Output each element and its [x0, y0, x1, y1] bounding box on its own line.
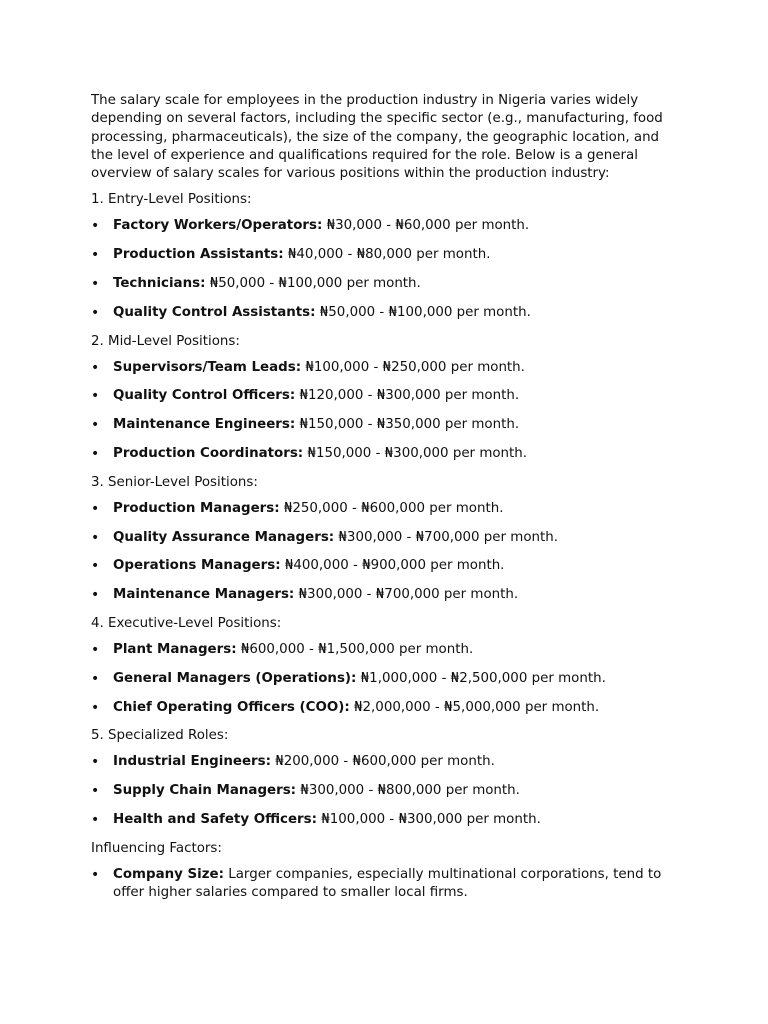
salary-list — [91, 500, 681, 604]
role-title: Technicians: — [113, 276, 206, 292]
list-item — [91, 557, 681, 575]
list-item — [91, 500, 681, 518]
factor-description: Larger companies, especially multinational corporations, tend to offer higher salaries compared to smaller local firms. — [113, 866, 662, 900]
role-title: Industrial Engineers: — [113, 754, 271, 770]
bullet-icon: • — [91, 670, 100, 687]
salary-list — [91, 217, 681, 321]
role-title: General Managers (Operations): — [113, 670, 357, 686]
role-title: Maintenance Managers: — [113, 587, 295, 603]
bullet-icon: • — [91, 558, 100, 575]
section-heading: 4. Executive-Level Positions: — [91, 616, 282, 632]
role-title: Supervisors/Team Leads: — [113, 359, 302, 375]
bullet-icon: • — [91, 500, 100, 517]
list-item — [91, 586, 681, 604]
salary-range: ₦1,000,000 - ₦2,500,000 per month. — [356, 670, 606, 686]
role-title: Quality Control Assistants: — [113, 304, 316, 320]
list-item — [91, 359, 681, 377]
section-heading: 5. Specialized Roles: — [91, 728, 229, 744]
list-item — [91, 416, 681, 434]
salary-range: ₦300,000 - ₦800,000 per month. — [296, 783, 520, 799]
list-item — [91, 641, 681, 659]
bullet-icon: • — [91, 359, 100, 376]
role-title: Quality Control Officers: — [113, 388, 296, 404]
salary-range: ₦250,000 - ₦600,000 per month. — [279, 500, 504, 516]
salary-range: ₦100,000 - ₦300,000 per month. — [316, 812, 541, 828]
salary-range: ₦30,000 - ₦60,000 per month. — [322, 218, 530, 234]
salary-range: ₦150,000 - ₦350,000 per month. — [295, 417, 520, 433]
bullet-icon: • — [91, 218, 100, 235]
bullet-icon: • — [91, 642, 100, 659]
salary-range: ₦300,000 - ₦700,000 per month. — [334, 529, 559, 545]
list-item — [91, 529, 681, 547]
factor-list — [91, 866, 681, 902]
list-item — [91, 670, 681, 688]
intro-paragraph: The salary scale for employees in the production industry in Nigeria varies widely depending on several factors, including the specific sector (e.g., manufacturing, food processing, pharmaceuticals), the size of the company, the geographic location, and the level of experience and qualifications required for the role. Below is a general overview of salary scales for various positions within the production industry: — [91, 93, 663, 182]
document-body — [91, 92, 681, 913]
salary-range: ₦200,000 - ₦600,000 per month. — [270, 754, 495, 770]
salary-range: ₦50,000 - ₦100,000 per month. — [315, 304, 531, 320]
role-title: Chief Operating Officers (COO): — [113, 699, 350, 715]
salary-range: ₦300,000 - ₦700,000 per month. — [294, 587, 519, 603]
salary-list — [91, 641, 681, 717]
bullet-icon: • — [91, 304, 100, 321]
salary-range: ₦600,000 - ₦1,500,000 per month. — [236, 642, 474, 658]
list-item — [91, 445, 681, 463]
list-item — [91, 246, 681, 264]
list-item — [91, 275, 681, 293]
bullet-icon: • — [91, 446, 100, 463]
bullet-icon: • — [91, 529, 100, 546]
salary-range: ₦50,000 - ₦100,000 per month. — [205, 276, 421, 292]
role-title: Health and Safety Officers: — [113, 812, 317, 828]
list-item — [91, 304, 681, 322]
role-title: Maintenance Engineers: — [113, 417, 296, 433]
salary-list — [91, 359, 681, 463]
list-item — [91, 811, 681, 829]
role-title: Production Assistants: — [113, 247, 284, 263]
bullet-icon: • — [91, 276, 100, 293]
section-heading: 1. Entry-Level Positions: — [91, 192, 252, 208]
section-heading: 2. Mid-Level Positions: — [91, 333, 240, 349]
factor-title: Company Size: — [113, 866, 224, 882]
list-item — [91, 217, 681, 235]
bullet-icon: • — [91, 783, 100, 800]
list-item — [91, 387, 681, 405]
list-item — [91, 866, 681, 902]
section-heading: 3. Senior-Level Positions: — [91, 474, 258, 490]
salary-list — [91, 753, 681, 829]
list-item — [91, 699, 681, 717]
salary-range: ₦120,000 - ₦300,000 per month. — [295, 388, 520, 404]
role-title: Plant Managers: — [113, 642, 237, 658]
bullet-icon: • — [91, 754, 100, 771]
list-item — [91, 782, 681, 800]
role-title: Production Managers: — [113, 500, 280, 516]
bullet-icon: • — [91, 247, 100, 264]
salary-range: ₦100,000 - ₦250,000 per month. — [301, 359, 525, 375]
bullet-icon: • — [91, 699, 100, 716]
role-title: Supply Chain Managers: — [113, 783, 297, 799]
salary-range: ₦2,000,000 - ₦5,000,000 per month. — [349, 699, 600, 715]
role-title: Production Coordinators: — [113, 446, 304, 462]
list-item — [91, 753, 681, 771]
role-title: Factory Workers/Operators: — [113, 218, 323, 234]
role-title: Quality Assurance Managers: — [113, 529, 335, 545]
bullet-icon: • — [91, 388, 100, 405]
salary-range: ₦400,000 - ₦900,000 per month. — [280, 558, 505, 574]
bullet-icon: • — [91, 417, 100, 434]
bullet-icon: • — [91, 866, 100, 883]
salary-range: ₦40,000 - ₦80,000 per month. — [283, 247, 491, 263]
bullet-icon: • — [91, 812, 100, 829]
bullet-icon: • — [91, 587, 100, 604]
role-title: Operations Managers: — [113, 558, 281, 574]
section-heading: Influencing Factors: — [91, 840, 222, 856]
salary-range: ₦150,000 - ₦300,000 per month. — [303, 446, 528, 462]
